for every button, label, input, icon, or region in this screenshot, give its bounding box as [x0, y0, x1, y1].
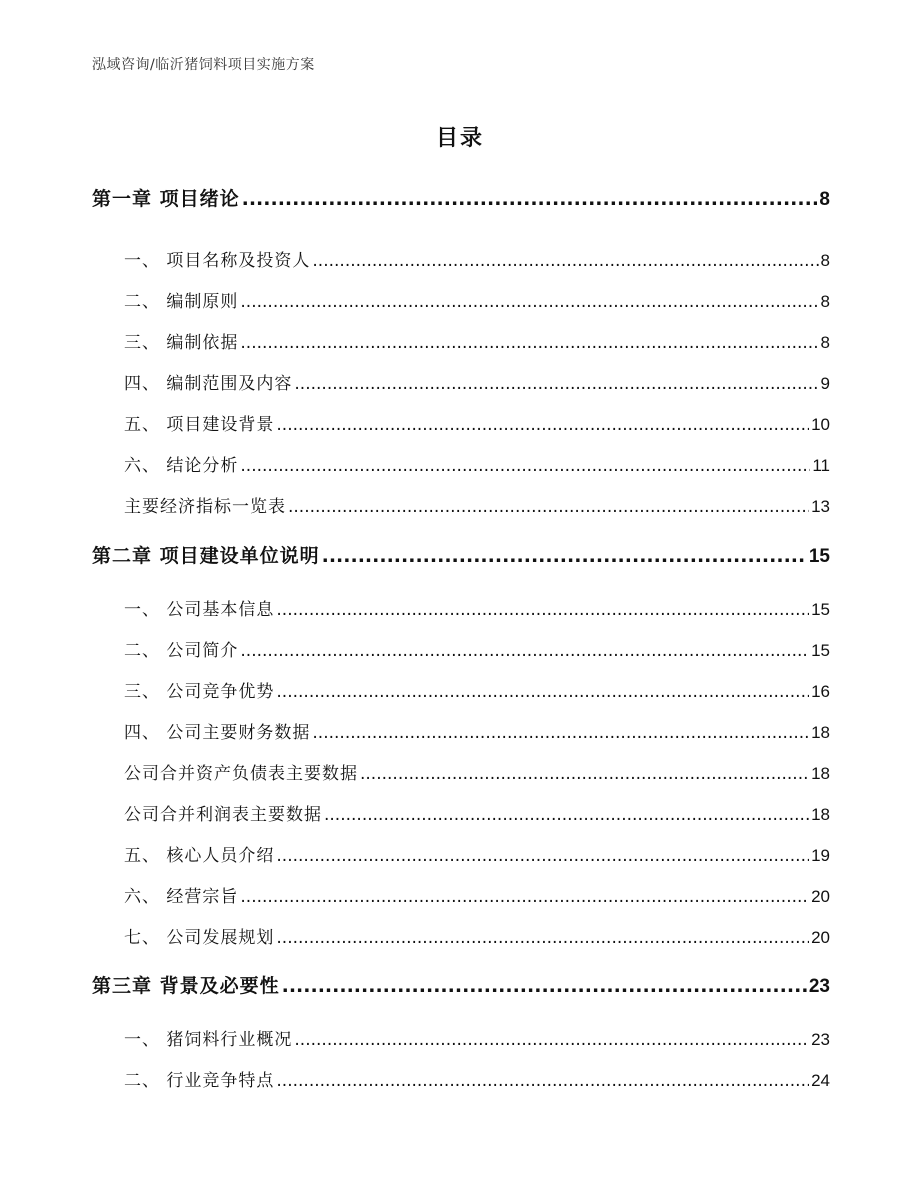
dot-leader	[276, 600, 809, 620]
toc-page-number: 15	[808, 546, 830, 567]
toc-page-number: 13	[811, 497, 830, 516]
dot-leader	[240, 456, 810, 476]
toc-page-number: 15	[811, 641, 830, 660]
toc-page-number: 16	[811, 682, 830, 701]
dot-leader	[312, 251, 818, 271]
toc-page-number: 20	[811, 887, 830, 906]
toc-entry-label: 七、 公司发展规划	[124, 928, 275, 948]
toc-page-number: 23	[811, 1030, 830, 1049]
dot-leader	[312, 723, 809, 743]
toc-section[interactable]	[124, 923, 830, 948]
toc-page-number: 18	[811, 805, 830, 824]
toc-chapter-3[interactable]	[92, 971, 830, 998]
toc-page-number: 24	[811, 1071, 830, 1090]
toc-page-number: 15	[811, 600, 830, 619]
dot-leader	[240, 333, 818, 353]
toc-entry-label: 公司合并利润表主要数据	[124, 805, 322, 825]
toc-page-number: 19	[811, 846, 830, 865]
toc-entry-label: 五、 核心人员介绍	[124, 846, 275, 866]
toc-section[interactable]	[124, 246, 830, 271]
toc-page-number: 11	[812, 456, 830, 475]
toc-entry-label: 第二章 项目建设单位说明	[92, 545, 320, 567]
toc-title: 目录	[435, 126, 484, 151]
toc-section[interactable]	[124, 492, 830, 517]
toc-page-number: 8	[820, 333, 830, 352]
toc-section[interactable]	[124, 410, 830, 435]
toc-entry-label: 四、 公司主要财务数据	[124, 723, 311, 743]
toc-entry-label: 二、 行业竞争特点	[124, 1071, 275, 1091]
toc-entry-label: 一、 项目名称及投资人	[124, 251, 311, 271]
toc-section[interactable]	[124, 1066, 830, 1091]
toc-page-number: 8	[820, 292, 830, 311]
toc-entry-label: 五、 项目建设背景	[124, 415, 275, 435]
dot-leader	[240, 292, 818, 312]
toc-page-number: 8	[820, 251, 830, 270]
toc-entry-label: 三、 编制依据	[124, 333, 239, 353]
toc-section[interactable]	[124, 287, 830, 312]
toc-entry-label: 四、 编制范围及内容	[124, 374, 293, 394]
toc-page-number: 18	[811, 764, 830, 783]
toc-entry-label: 六、 结论分析	[124, 456, 239, 476]
toc-entry-label: 六、 经营宗旨	[124, 887, 239, 907]
toc-entry-label: 三、 公司竞争优势	[124, 682, 275, 702]
toc-section[interactable]	[124, 841, 830, 866]
toc-page-number: 18	[811, 723, 830, 742]
toc-section[interactable]	[124, 595, 830, 620]
toc-section[interactable]	[124, 1025, 830, 1050]
dot-leader	[360, 764, 809, 784]
toc-page-number: 8	[819, 189, 830, 210]
dot-leader	[288, 497, 809, 517]
toc-section[interactable]	[124, 718, 830, 743]
dot-leader	[276, 415, 809, 435]
toc-page-number: 20	[811, 928, 830, 947]
dot-leader	[294, 374, 818, 394]
dot-leader	[294, 1030, 809, 1050]
toc-section[interactable]	[124, 882, 830, 907]
toc-entry-label: 第一章 项目绪论	[92, 188, 240, 210]
toc-chapter-1[interactable]	[92, 184, 830, 211]
dot-leader	[240, 887, 809, 907]
dot-leader	[242, 188, 818, 210]
toc-entry-label: 主要经济指标一览表	[124, 497, 286, 517]
dot-leader	[322, 545, 807, 567]
dot-leader	[276, 1071, 809, 1091]
dot-leader	[240, 641, 809, 661]
toc-page-number: 9	[820, 374, 830, 393]
toc-chapter-2[interactable]	[92, 541, 830, 568]
toc-entry-label: 公司合并资产负债表主要数据	[124, 764, 358, 784]
toc-section[interactable]	[124, 759, 830, 784]
toc-section[interactable]	[124, 677, 830, 702]
toc-entry-label: 第三章 背景及必要性	[92, 975, 280, 997]
toc-entry-label: 二、 编制原则	[124, 292, 239, 312]
toc-section[interactable]	[124, 451, 830, 476]
dot-leader	[324, 805, 809, 825]
toc-section[interactable]	[124, 369, 830, 394]
dot-leader	[276, 928, 809, 948]
toc-section[interactable]	[124, 636, 830, 661]
toc-entry-label: 一、 公司基本信息	[124, 600, 275, 620]
running-header: 泓域咨询/临沂猪饲料项目实施方案	[92, 57, 315, 73]
toc-page-number: 23	[808, 976, 830, 997]
dot-leader	[276, 846, 809, 866]
toc-entry-label: 一、 猪饲料行业概况	[124, 1030, 293, 1050]
toc-section[interactable]	[124, 800, 830, 825]
dot-leader	[276, 682, 809, 702]
toc-section[interactable]	[124, 328, 830, 353]
dot-leader	[282, 975, 807, 997]
toc-entry-label: 二、 公司简介	[124, 641, 239, 661]
toc-page-number: 10	[811, 415, 830, 434]
